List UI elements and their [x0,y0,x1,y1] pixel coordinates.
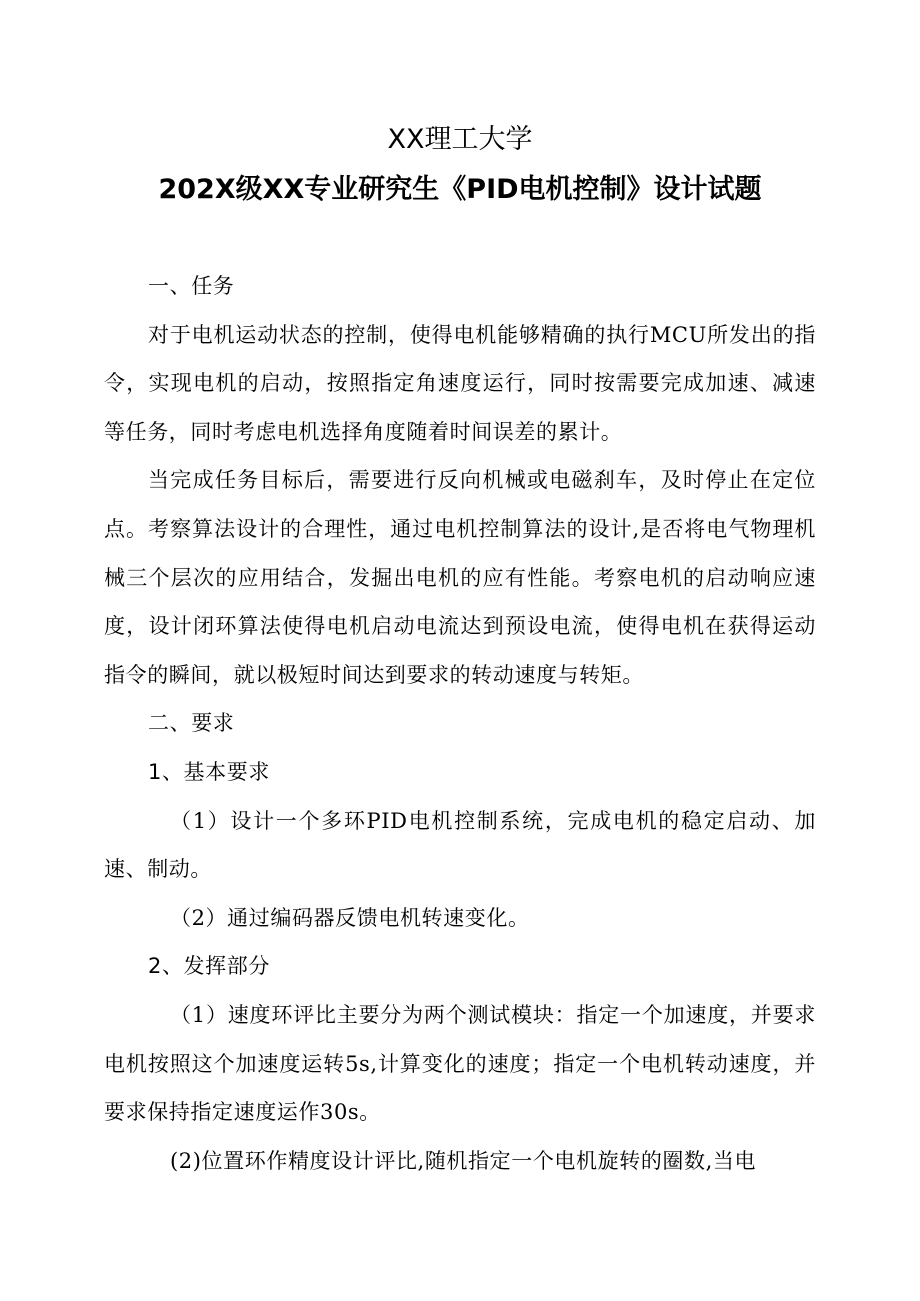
section-heading-task: 一、任务 [148,274,235,298]
document-title-exam: 202X级XX专业研究生《PID电机控制》设计试题 [158,174,762,205]
extra-requirement-1: （1）速度环评比主要分为两个测试模块：指定一个加速度，并要求电机按照这个加速度运转5s,计算变化的速度；指定一个电机转动速度，并要求保持指定速度运作30s。 [104,1002,816,1125]
subsection-heading-extra: 2、发挥部分 [148,954,270,979]
section-heading-requirements: 二、要求 [148,711,235,736]
subsection-heading-basic: 1、基本要求 [148,759,270,784]
extra-requirement-2: (2)位置环作精度设计评比,随机指定一个电机旋转的圈数,当电 [170,1148,757,1173]
task-paragraph-1: 对于电机运动状态的控制，使得电机能够精确的执行MCU所发出的指令，实现电机的启动，按照指定角速度运行，同时按需要完成加速、减速等任务，同时考虑电机选择角度随着时间误差的累计。 [104,322,816,444]
basic-requirement-1: （1）设计一个多环PID电机控制系统，完成电机的稳定启动、加速、制动。 [104,808,816,882]
task-paragraph-2: 当完成任务目标后，需要进行反向机械或电磁刹车，及时停止在定位点。考察算法设计的合理性，通过电机控制算法的设计,是否将电气物理机械三个层次的应用结合，发掘出电机的应有性能。考察电机的启动响应速度，设计闭环算法使得电机启动电流达到预设电流，使得电机在获得运动指令的瞬间，就以极短时间达到要求的转动速度与转矩。 [104,468,816,687]
document-title-university: XX理工大学 [387,124,533,155]
basic-requirement-2: （2）通过编码器反馈电机转速变化。 [170,905,530,930]
document-body [104,262,816,1185]
